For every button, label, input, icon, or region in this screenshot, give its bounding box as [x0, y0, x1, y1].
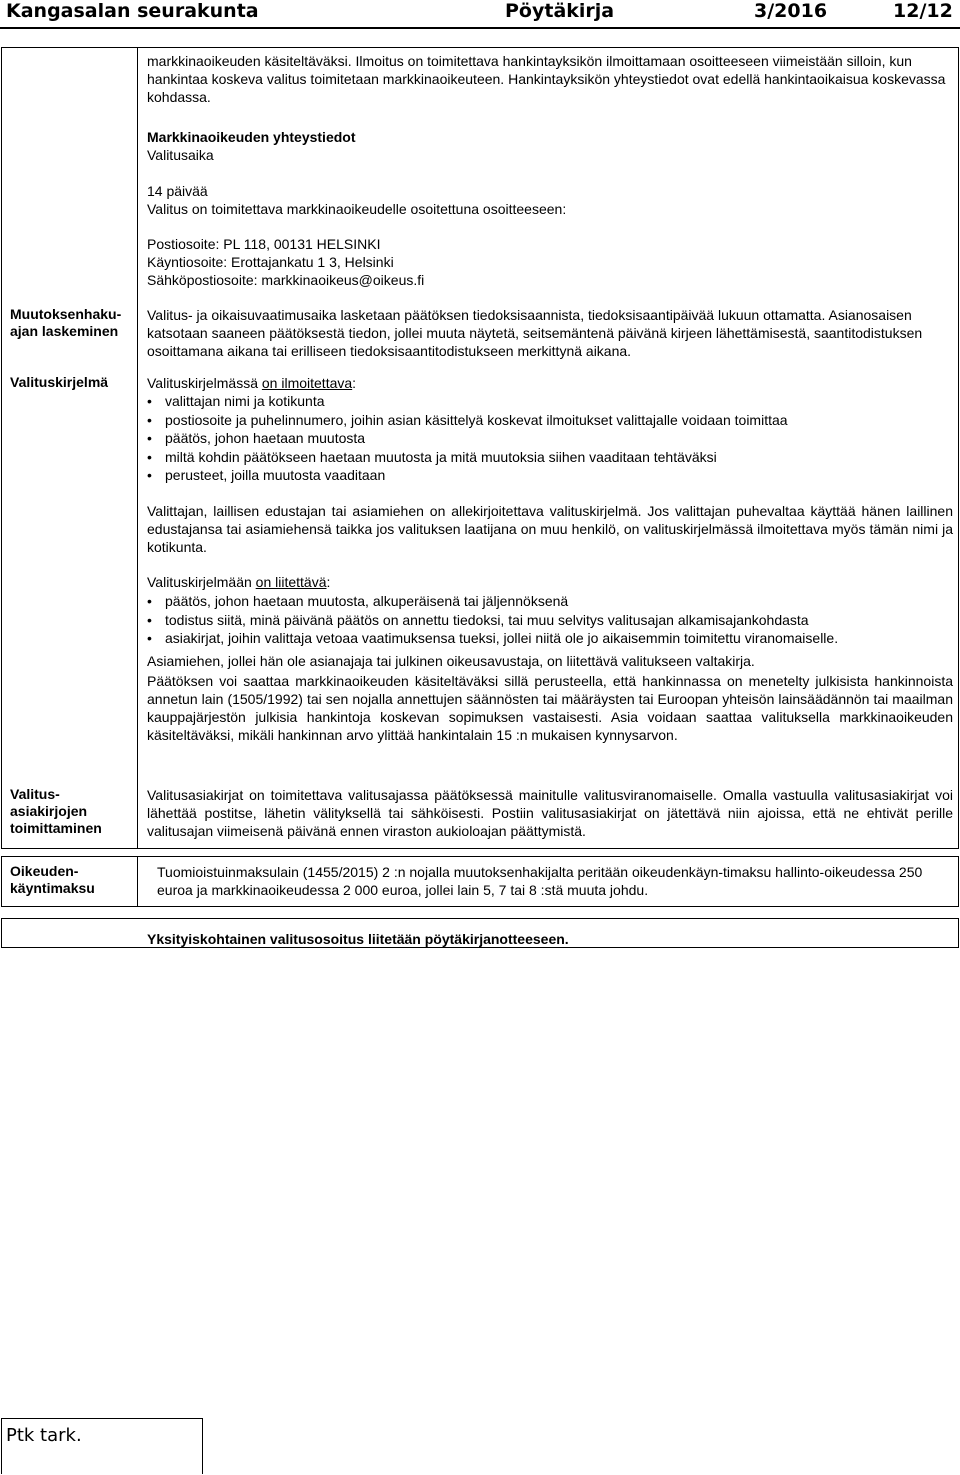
- letter-items: [147, 392, 953, 485]
- page-header: [0, 0, 960, 24]
- list-item: • valittajan nimi ja kotikunta: [147, 392, 953, 411]
- attach-intro-suffix: :: [326, 574, 331, 590]
- delivery-label: Valitus-asiakirjojen toimittaminen: [10, 786, 102, 836]
- fee-column-divider: [137, 856, 138, 907]
- attach-items: [147, 592, 953, 648]
- header-rule: [0, 27, 960, 29]
- intro-text: markkinaoikeuden käsiteltäväksi. Ilmoitus on toimitettava hankintayksikön ilmoittamaan osoitteeseen viimeistään silloin, kun hankintaa koskeva valitus toimitetaan markkinaoikeuteen. Hankintayksikön yhteystiedot ovat edellä hankintaoikaisua koskevassa kohdassa.: [147, 53, 946, 105]
- attach-intro-underlined: on liitettävä: [255, 574, 327, 590]
- list-item: • todistus siitä, minä päivänä päätös on annettu tiedoksi, tai muu selvitys valitusajan alkamisajankohdasta: [147, 611, 953, 630]
- letter-label: Valituskirjelmä: [10, 374, 109, 390]
- letter-intro: [147, 374, 953, 392]
- letter-intro-prefix: Valituskirjelmässä: [147, 375, 262, 391]
- list-item: • päätös, johon haetaan muutosta, alkuperäisenä tai jäljennöksenä: [147, 592, 953, 611]
- calc-text: Valitus- ja oikaisuvaatimusaika lasketaan päätöksen tiedoksisaannista, tiedoksisaantipäivää lukuun ottamatta. Asianosaisen katsotaan saaneen päätöksestä tiedon, jollei muuta näytetä, seitsemäntenä päivänä kirjeen lähettämisestä, saantitodistuksen osoittamana aikana tai erilliseen tiedoksisaantitodistukseen merkittynä aikana.: [147, 307, 923, 359]
- market-court-text: Päätöksen voi saattaa markkinaoikeuden käsiteltäväksi sillä perusteella, että hankinnassa on menetelty julkisista hankinnoista annetun lain (1505/1992) tai sen nojalla annettujen säännösten tai määräysten tai Euroopan yhteisön lainsäädännön tai maailman kauppajärjestön julkisia hankintoja koskevan sopimuksen vastaisesti. Asia voidaan saattaa valituksella markkinaoikeuden käsiteltäväksi, mikäli hankinnan arvo ylittää hankintalain 15 :n mukaisen kynnysarvon.: [147, 673, 953, 743]
- proxy-text: Asiamiehen, jollei hän ole asianajaja tai julkinen oikeusavustaja, on liitettävä valitukseen valtakirja.: [147, 653, 755, 669]
- delivery-text: Valitusasiakirjat on toimitettava valitusajassa päätöksessä mainitulle valitusviranomaiselle. Omalla vastuulla valitusasiakirjat voi lähettää postitse, lähetin välityksellä tai sähköisesti. Postiin valitusasiakirjat on jätettävä niin ajoissa, että ne ehtivät perille valitusajan viimeisenä päivänä ennen viraston aukioloajan päättymistä.: [147, 787, 953, 839]
- deliver-text: Valitus on toimitettava markkinaoikeudelle osoitettuna osoitteeseen:: [147, 201, 567, 217]
- org-name: Kangasalan seurakunta: [6, 0, 259, 22]
- period-label: Valitusaika: [147, 147, 214, 163]
- attach-intro: [147, 573, 953, 591]
- page-number: 12/12: [893, 0, 953, 22]
- letter-intro-suffix: :: [352, 375, 357, 391]
- doc-type: Pöytäkirja: [505, 0, 615, 22]
- column-divider: [137, 47, 138, 849]
- footer-note: Yksityiskohtainen valitusosoitus liitetään pöytäkirjanotteeseen.: [147, 931, 569, 947]
- fee-text: Tuomioistuinmaksulain (1455/2015) 2 :n nojalla muutoksenhakijalta peritään oikeudenkäyn-timaksu hallinto-oikeudessa 250 euroa ja markkinaoikeudessa 2 000 euroa, jollei lain 5, 7 tai 8 :stä muuta johdu.: [157, 864, 923, 898]
- list-item: • postiosoite ja puhelinnumero, joihin asian käsittelyä koskevat ilmoitukset valittajalle voidaan toimittaa: [147, 411, 953, 430]
- period-value: 14 päivää: [147, 183, 208, 199]
- signature-text: Valittajan, laillisen edustajan tai asiamiehen on allekirjoitettava valituskirjelmä. Jos valittajan puhevaltaa käyttää hänen laillinen edustajansa tai asiamiehensä taikka jos valituksen laatijana on muu henkilö, on valituskirjelmässä ilmoitettava myös tämän nimi ja kotikunta.: [147, 503, 953, 555]
- contact-heading: Markkinaoikeuden yhteystiedot: [147, 129, 356, 145]
- visiting-address: Käyntiosoite: Erottajankatu 1 3, Helsinki: [147, 254, 394, 270]
- attach-intro-prefix: Valituskirjelmään: [147, 574, 256, 590]
- postal-address: Postiosoite: PL 118, 00131 HELSINKI: [147, 236, 381, 252]
- list-item: • perusteet, joilla muutosta vaaditaan: [147, 466, 953, 485]
- list-item: • miltä kohdin päätökseen haetaan muutosta ja mitä muutoksia siihen vaaditaan tehtäväksi: [147, 448, 953, 467]
- list-item: • asiakirjat, joihin valittaja vetoaa vaatimuksensa tueksi, jollei niitä ole jo aikaisemmin toimitettu viranomaiselle.: [147, 629, 953, 648]
- ptk-label: Ptk tark.: [6, 1425, 82, 1446]
- list-item: • päätös, johon haetaan muutosta: [147, 429, 953, 448]
- email-address: Sähköpostiosoite: markkinaoikeus@oikeus.fi: [147, 272, 425, 288]
- issue-number: 3/2016: [754, 0, 828, 22]
- letter-intro-underlined: on ilmoitettava: [261, 375, 353, 391]
- fee-label: Oikeuden-käyntimaksu: [10, 863, 95, 896]
- calc-label: Muutoksenhaku-ajan laskeminen: [10, 306, 122, 339]
